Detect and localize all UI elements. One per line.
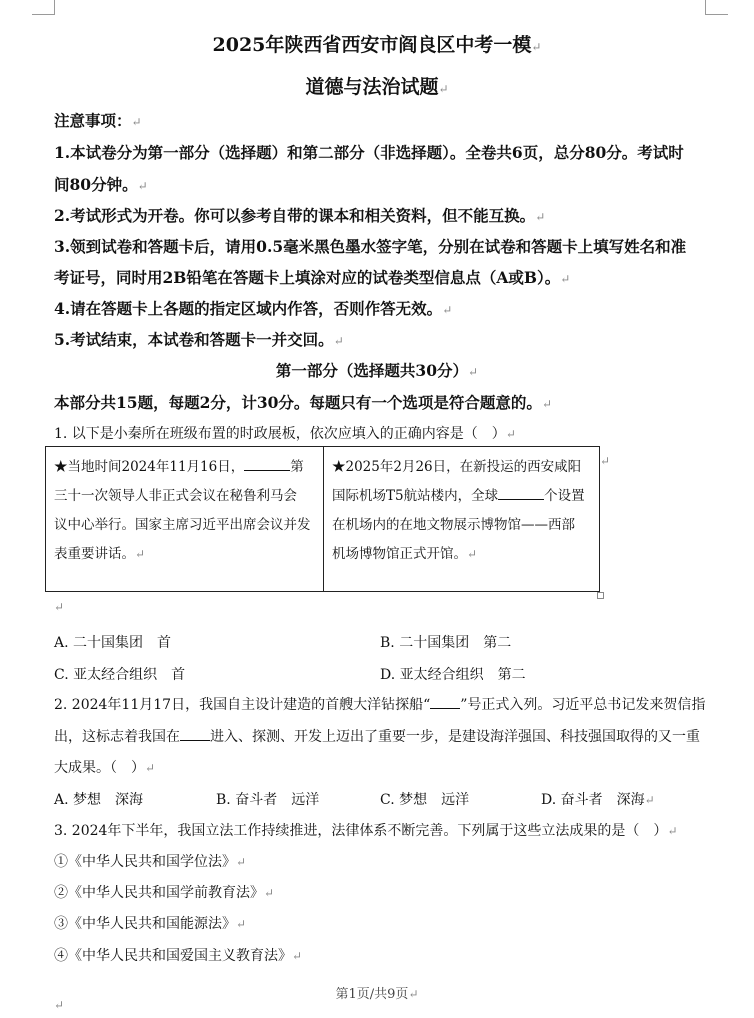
notes-heading: 注意事项：↵ bbox=[54, 111, 142, 130]
page-corner-mark-left bbox=[32, 0, 55, 15]
notes-item-3-line-2: 考证号，同时用2B铅笔在答题卡上填涂对应的试卷类型信息点（A或B）。↵ bbox=[54, 268, 571, 287]
q2-option-c: C. 梦想 远洋 bbox=[380, 792, 470, 808]
question-2-line-3: 大成果。（ ）↵ bbox=[54, 760, 156, 776]
q2-option-b: B. 奋斗者 远洋 bbox=[216, 792, 320, 808]
trailing-paragraph-mark: ↵ bbox=[54, 998, 65, 1012]
question-3-item-4: ④《中华人民共和国爱国主义教育法》↵ bbox=[54, 948, 303, 964]
notes-item-4: 4.请在答题卡上各题的指定区域内作答，否则作答无效。↵ bbox=[54, 299, 453, 318]
page-corner-mark-right bbox=[705, 0, 728, 15]
notes-item-1-line-2: 间80分钟。↵ bbox=[54, 175, 148, 194]
question-2-line-2: 出，这标志着我国在 进入、探测、开发上迈出了重要一步，是建设海洋强国、科技强国取得的又一重 bbox=[54, 726, 700, 746]
part-one-heading: 第一部分（选择题共30分）↵ bbox=[275, 361, 479, 380]
board-cell-right: ★2025年2月26日，在新投运的西安咸阳 国际机场T5航站楼内，全球 个设置 在机场内的在地文物展示博物馆——西部 机场博物馆正式开馆。↵ bbox=[324, 447, 600, 592]
exam-title: 2025年陕西省西安市阎良区中考一模↵ bbox=[212, 34, 542, 56]
board-cell-left: ★当地时间2024年11月16日， 第 三十一次领导人非正式会议在秘鲁利马会 议中心举行。国家主席习近平出席会议并发 表重要讲话。↵ bbox=[46, 447, 324, 592]
answer-blank bbox=[430, 694, 460, 709]
current-affairs-board-table bbox=[45, 446, 600, 592]
q1-option-a: A. 二十国集团 首 bbox=[54, 635, 172, 651]
question-3-stem: 3. 2024年下半年，我国立法工作持续推进，法律体系不断完善。下列属于这些立法成果的是（ ）↵ bbox=[54, 823, 678, 839]
notes-item-5: 5.考试结束，本试卷和答题卡一并交回。↵ bbox=[54, 330, 344, 349]
question-3-item-2: ②《中华人民共和国学前教育法》↵ bbox=[54, 885, 275, 901]
question-3-item-3: ③《中华人民共和国能源法》↵ bbox=[54, 916, 247, 932]
q2-option-a: A. 梦想 深海 bbox=[54, 792, 144, 808]
q1-option-b: B. 二十国集团 第二 bbox=[380, 635, 512, 651]
exam-subtitle: 道德与法治试题↵ bbox=[305, 76, 449, 98]
notes-item-1-line-1: 1.本试卷分为第一部分（选择题）和第二部分（非选择题）。全卷共6页，总分80分。考试时 bbox=[54, 143, 684, 162]
board-left-line-3: 议中心举行。国家主席习近平出席会议并发 bbox=[54, 517, 311, 533]
part-one-intro: 本部分共15题，每题2分，计30分。每题只有一个选项是符合题意的。↵ bbox=[54, 393, 552, 412]
q2-option-d: D. 奋斗者 深海↵ bbox=[541, 792, 655, 808]
question-2-line-1: 2. 2024年11月17日，我国自主设计建造的首艘大洋钻探船“ ”号正式入列。习近平总书记发来贺信指 bbox=[54, 694, 705, 714]
page-number-footer: 第1页/共9页↵ bbox=[335, 987, 419, 1002]
star-icon: ★ bbox=[332, 459, 346, 475]
q1-option-c: C. 亚太经合组织 首 bbox=[54, 667, 186, 683]
question-3-item-1: ①《中华人民共和国学位法》↵ bbox=[54, 854, 247, 870]
q1-option-d: D. 亚太经合组织 第二 bbox=[380, 667, 526, 683]
table-row-end-mark: ↵ bbox=[600, 454, 611, 468]
empty-paragraph-mark: ↵ bbox=[54, 600, 65, 614]
notes-item-2: 2.考试形式为开卷。你可以参考自带的课本和相关资料，但不能互换。↵ bbox=[54, 206, 546, 225]
answer-blank bbox=[180, 726, 210, 741]
answer-blank bbox=[498, 485, 544, 500]
answer-blank bbox=[244, 456, 290, 471]
board-right-line-3: 在机场内的在地文物展示博物馆——西部 bbox=[332, 517, 575, 533]
board-left-line-2: 三十一次领导人非正式会议在秘鲁利马会 bbox=[54, 488, 297, 504]
question-1-stem: 1. 以下是小秦所在班级布置的时政展板，依次应填入的正确内容是（ ）↵ bbox=[54, 426, 516, 442]
notes-item-3-line-1: 3.领到试卷和答题卡后，请用0.5毫米黑色墨水签字笔，分别在试卷和答题卡上填写姓名和准 bbox=[54, 237, 687, 256]
table-resize-handle[interactable] bbox=[597, 592, 604, 599]
star-icon: ★ bbox=[54, 459, 68, 475]
